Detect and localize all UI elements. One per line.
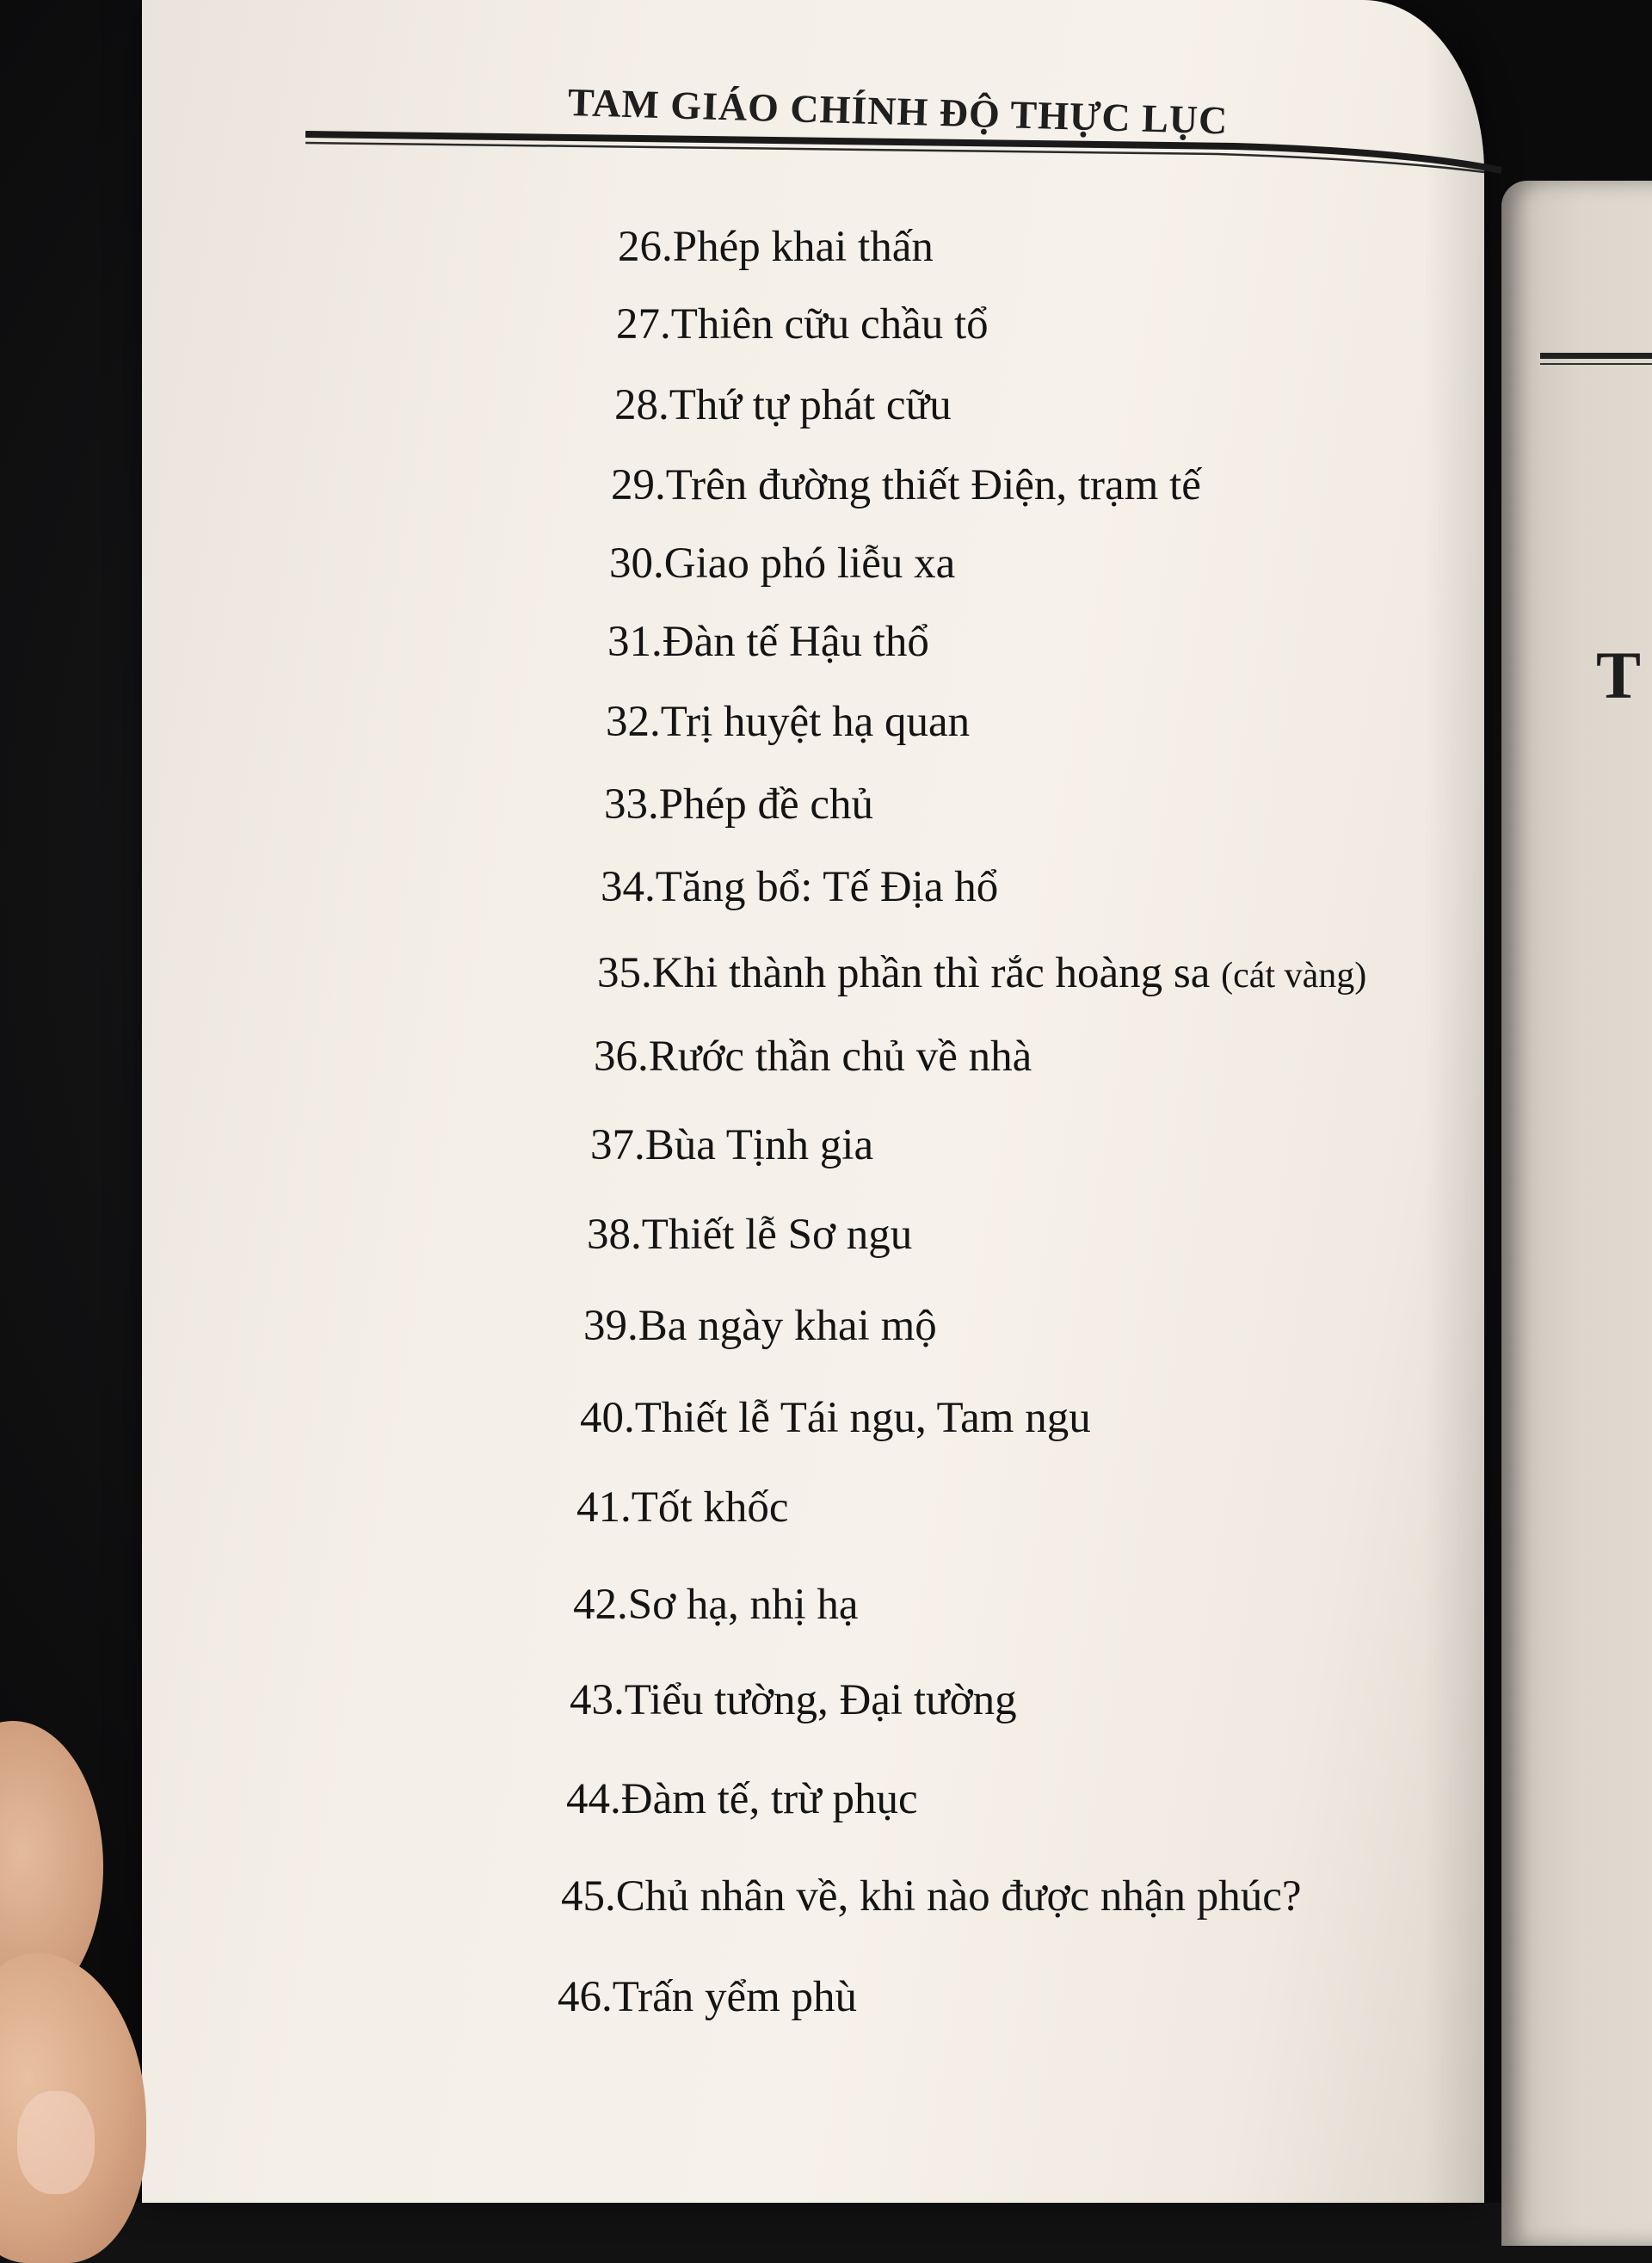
list-item: [609, 542, 955, 586]
item-number: 27.: [616, 300, 671, 348]
item-number: 31.: [607, 618, 663, 666]
item-text: Khi thành phần thì rắc hoàng sa: [651, 949, 1211, 997]
list-item: [561, 1872, 1302, 1921]
item-text: Trị huyệt hạ quan: [660, 698, 971, 746]
item-number: 43.: [570, 1676, 625, 1724]
item-text: Phép khai thấn: [672, 223, 934, 271]
item-text: Thiên cữu chầu tổ: [670, 300, 989, 348]
item-text: Sơ hạ, nhị hạ: [627, 1581, 859, 1629]
item-number: 40.: [580, 1394, 635, 1442]
item-number: 37.: [590, 1121, 645, 1169]
list-item: [606, 700, 970, 744]
list-item: [618, 225, 934, 269]
item-number: 26.: [618, 223, 673, 271]
item-text: Giao phó liễu xa: [663, 540, 956, 588]
list-item: [601, 863, 999, 911]
item-text: Thiết lễ Sơ ngu: [641, 1211, 913, 1259]
thumbnail-highlight: [17, 2091, 95, 2194]
item-text: Chủ nhân về, khi nào được nhận phúc?: [615, 1872, 1302, 1921]
list-item: [597, 949, 1367, 997]
item-text: Tiểu tường, Đại tường: [624, 1676, 1017, 1724]
item-number: 39.: [583, 1302, 638, 1350]
item-text: Trấn yểm phù: [612, 1973, 858, 2021]
list-item: [587, 1213, 912, 1257]
list-item: [604, 780, 874, 829]
running-header-title: TAM GIÁO CHÍNH ĐỘ THỰC LỤC: [567, 80, 1229, 143]
item-text: Đàn tế Hậu thổ: [662, 618, 929, 666]
list-item: [573, 1583, 859, 1627]
item-number: 28.: [614, 381, 669, 429]
item-number: 36.: [594, 1033, 649, 1081]
list-item: [583, 1304, 937, 1348]
item-text: Ba ngày khai mộ: [638, 1302, 937, 1350]
item-number: 44.: [566, 1775, 621, 1823]
list-item: [580, 1394, 1091, 1442]
adjacent-heading-fragment: T: [1596, 638, 1642, 712]
list-item: [566, 1775, 918, 1823]
item-number: 35.: [597, 949, 652, 997]
item-text: Bùa Tịnh gia: [644, 1121, 874, 1169]
item-number: 41.: [576, 1483, 632, 1532]
item-text: Trên đường thiết Điện, trạm tế: [665, 461, 1201, 509]
item-text: Phép đề chủ: [658, 780, 874, 829]
list-item: [607, 620, 929, 664]
item-number: 42.: [573, 1581, 628, 1629]
list-item: [558, 1973, 858, 2021]
list-item: [611, 461, 1201, 509]
list-item: [570, 1676, 1017, 1724]
item-text: Thứ tự phát cữu: [669, 381, 952, 429]
item-number: 46.: [558, 1973, 613, 2021]
item-note: (cát vàng): [1221, 956, 1367, 996]
item-number: 34.: [601, 863, 656, 911]
item-number: 32.: [606, 698, 661, 746]
item-number: 45.: [561, 1872, 616, 1921]
item-text: Tăng bổ: Tế Địa hổ: [655, 863, 999, 911]
list-item: [576, 1483, 789, 1532]
list-item: [614, 381, 952, 429]
item-number: 30.: [609, 540, 664, 588]
item-number: 29.: [611, 461, 666, 509]
item-text: Đàm tế, trừ phục: [620, 1775, 918, 1823]
item-text: Thiết lễ Tái ngu, Tam ngu: [634, 1394, 1091, 1442]
item-number: 38.: [587, 1211, 642, 1259]
list-item: [616, 300, 989, 348]
item-number: 33.: [604, 780, 659, 829]
list-item: [590, 1121, 874, 1169]
list-item: [594, 1035, 1032, 1079]
item-text: Tốt khốc: [631, 1483, 789, 1532]
item-text: Rước thần chủ về nhà: [648, 1033, 1032, 1081]
